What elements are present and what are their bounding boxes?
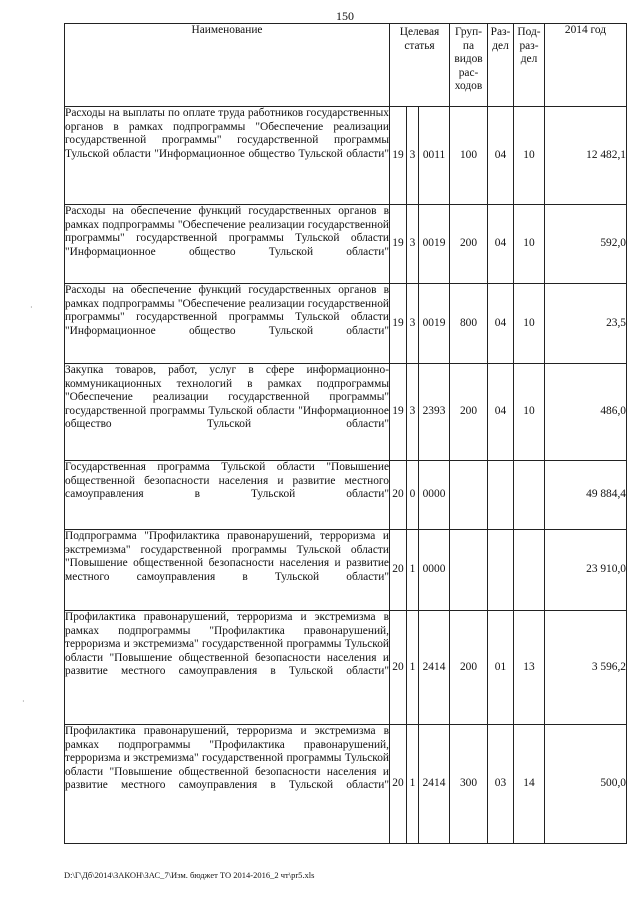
row-code-program: 20 xyxy=(390,611,407,725)
header-subsection: Под- раз- дел xyxy=(514,24,545,107)
row-name: Государственная программа Тульской области "Повышение общественной безопасности населения и развитие местного самоуправления в Тульской области" xyxy=(65,461,390,530)
row-section: 04 xyxy=(488,205,514,284)
row-code-subprogram: 3 xyxy=(407,205,419,284)
row-amount-2014: 592,0 xyxy=(545,205,627,284)
table-row xyxy=(65,611,627,725)
header-section: Раз- дел xyxy=(488,24,514,107)
header-year: 2014 год xyxy=(545,24,627,107)
budget-table xyxy=(64,23,627,844)
row-code-direction: 0000 xyxy=(419,530,450,611)
table-row xyxy=(65,205,627,284)
row-subsection: 10 xyxy=(514,364,545,461)
table-row xyxy=(65,107,627,205)
row-name: Расходы на обеспечение функций государственных органов в рамках подпрограммы "Обеспечение реализации государственной программы" государственной программы Тульской области "Информационное общество Тульской области" xyxy=(65,284,390,364)
row-subsection: 10 xyxy=(514,205,545,284)
row-subsection: 13 xyxy=(514,611,545,725)
row-code-subprogram: 1 xyxy=(407,725,419,844)
row-section: 04 xyxy=(488,107,514,205)
row-amount-2014: 3 596,2 xyxy=(545,611,627,725)
row-name: Профилактика правонарушений, терроризма и экстремизма в рамках подпрограммы "Профилактика правонарушений, терроризма и экстремизма" государственной программы Тульской области "Повышение общественной безопасности населения и развитие местного самоуправления в Тульской области" xyxy=(65,611,390,725)
row-code-program: 19 xyxy=(390,205,407,284)
row-amount-2014: 486,0 xyxy=(545,364,627,461)
row-amount-2014: 23,5 xyxy=(545,284,627,364)
row-expense-group: 800 xyxy=(450,284,488,364)
row-code-subprogram: 1 xyxy=(407,611,419,725)
row-code-program: 20 xyxy=(390,725,407,844)
row-code-subprogram: 3 xyxy=(407,284,419,364)
row-code-direction: 2414 xyxy=(419,611,450,725)
header-name: Наименование xyxy=(65,24,390,107)
row-code-subprogram: 0 xyxy=(407,461,419,530)
row-code-program: 20 xyxy=(390,461,407,530)
header-expense-group: Груп- па видов рас- ходов xyxy=(450,24,488,107)
row-section xyxy=(488,530,514,611)
row-amount-2014: 12 482,1 xyxy=(545,107,627,205)
row-expense-group: 200 xyxy=(450,611,488,725)
row-name: Расходы на обеспечение функций государственных органов в рамках подпрограммы "Обеспечение реализации государственной программы" государственной программы Тульской области "Информационное общество Тульской области" xyxy=(65,205,390,284)
margin-dot: · xyxy=(22,697,25,706)
row-section: 04 xyxy=(488,364,514,461)
table-row xyxy=(65,461,627,530)
row-name: Подпрограмма "Профилактика правонарушений, терроризма и экстремизма" государственной программы Тульской области "Повышение общественной безопасности населения и развитие местного самоуправления в Тульской области" xyxy=(65,530,390,611)
row-amount-2014: 49 884,4 xyxy=(545,461,627,530)
row-expense-group: 200 xyxy=(450,205,488,284)
row-code-subprogram: 3 xyxy=(407,364,419,461)
table-row xyxy=(65,725,627,844)
row-code-subprogram: 1 xyxy=(407,530,419,611)
row-code-program: 19 xyxy=(390,107,407,205)
table-header-row xyxy=(65,24,627,107)
row-subsection xyxy=(514,461,545,530)
row-code-direction: 0000 xyxy=(419,461,450,530)
row-code-direction: 0011 xyxy=(419,107,450,205)
row-code-direction: 2393 xyxy=(419,364,450,461)
row-code-direction: 0019 xyxy=(419,205,450,284)
row-expense-group xyxy=(450,461,488,530)
row-amount-2014: 23 910,0 xyxy=(545,530,627,611)
row-code-program: 19 xyxy=(390,364,407,461)
row-code-direction: 2414 xyxy=(419,725,450,844)
table-row xyxy=(65,530,627,611)
row-expense-group xyxy=(450,530,488,611)
row-section xyxy=(488,461,514,530)
row-section: 03 xyxy=(488,725,514,844)
row-code-direction: 0019 xyxy=(419,284,450,364)
header-target-article: Целевая статья xyxy=(390,24,450,107)
row-name: Расходы на выплаты по оплате труда работников государственных органов в рамках подпрограммы "Обеспечение реализации государственной программы" государственной программы Тульской области "Информационное общество Тульской области" xyxy=(65,107,390,205)
row-subsection xyxy=(514,530,545,611)
row-expense-group: 200 xyxy=(450,364,488,461)
row-expense-group: 300 xyxy=(450,725,488,844)
margin-dot: · xyxy=(30,303,33,312)
row-subsection: 10 xyxy=(514,107,545,205)
row-name: Закупка товаров, работ, услуг в сфере информационно-коммуникационных технологий в рамках подпрограммы "Обеспечение реализации государственной программы" государственной программы Тульской области "Информационное общество Тульской области" xyxy=(65,364,390,461)
row-subsection: 10 xyxy=(514,284,545,364)
row-code-subprogram: 3 xyxy=(407,107,419,205)
row-subsection: 14 xyxy=(514,725,545,844)
row-name: Профилактика правонарушений, терроризма и экстремизма в рамках подпрограммы "Профилактика правонарушений, терроризма и экстремизма" государственной программы Тульской области "Повышение общественной безопасности населения и развитие местного самоуправления в Тульской области" xyxy=(65,725,390,844)
table-row xyxy=(65,364,627,461)
file-path-footer: D:\Г\Дб\2014\ЗАКОН\ЗАС_7\Изм. бюджет ТО 2014-2016_2 чт\pr5.xls xyxy=(64,870,315,880)
page-number: 150 xyxy=(336,9,354,23)
row-amount-2014: 500,0 xyxy=(545,725,627,844)
row-code-program: 19 xyxy=(390,284,407,364)
row-expense-group: 100 xyxy=(450,107,488,205)
table-row xyxy=(65,284,627,364)
row-section: 04 xyxy=(488,284,514,364)
row-section: 01 xyxy=(488,611,514,725)
row-code-program: 20 xyxy=(390,530,407,611)
